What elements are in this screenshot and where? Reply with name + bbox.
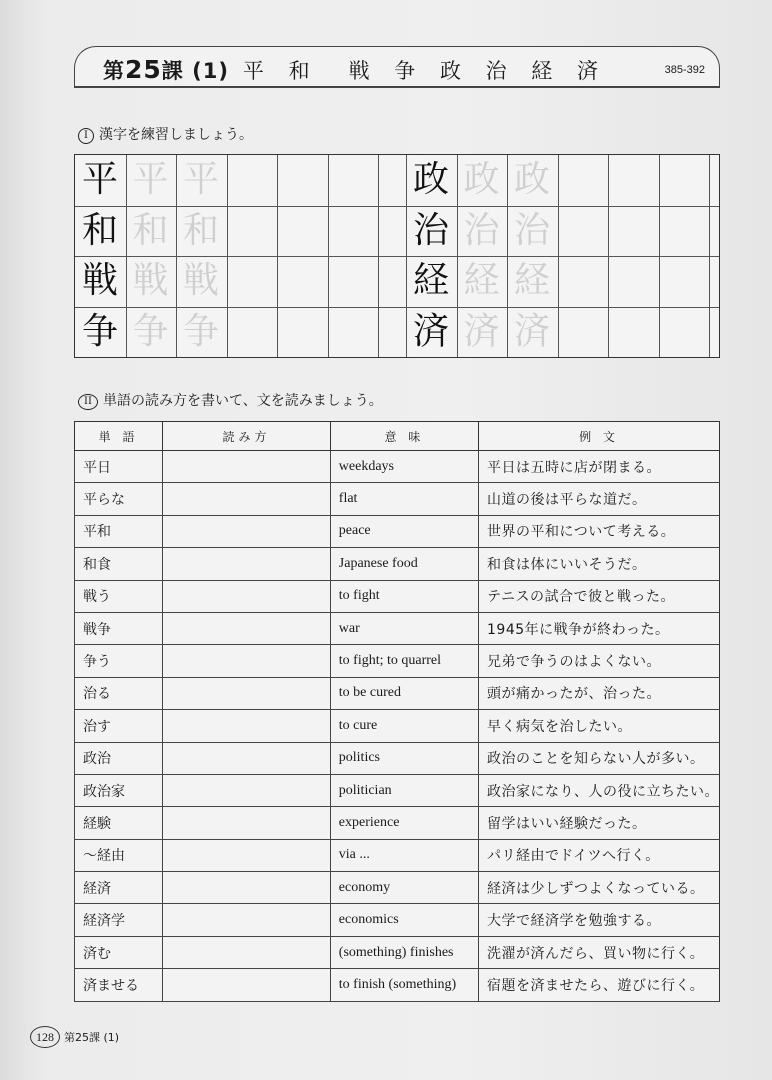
model-kanji-left: 争 — [81, 310, 118, 352]
table-row — [75, 612, 720, 644]
example-sentence: 経済は少しずつよくなっている。 — [479, 872, 720, 904]
trace-kanji-left: 争 — [132, 310, 169, 352]
trace-kanji-right: 治 — [513, 209, 550, 251]
column-header-word: 単 語 — [75, 422, 163, 451]
table-row — [75, 677, 720, 709]
example-sentence: 政治のことを知らない人が多い。 — [479, 742, 720, 774]
section1-numeral: I — [78, 128, 94, 144]
trace-kanji-left: 平 — [132, 159, 169, 200]
trace-kanji-left: 和 — [182, 209, 219, 251]
reading-blank[interactable] — [163, 451, 331, 483]
vocab-meaning: to finish (something) — [330, 969, 478, 1001]
section2-heading — [78, 390, 383, 410]
table-row — [75, 904, 720, 936]
vocab-meaning: peace — [330, 515, 478, 547]
lesson-suffix: 課 (1) — [161, 59, 229, 83]
trace-kanji-right: 済 — [513, 310, 550, 352]
reading-blank[interactable] — [163, 774, 331, 806]
trace-kanji-right: 政 — [463, 159, 500, 200]
example-sentence: 兄弟で争うのはよくない。 — [479, 645, 720, 677]
trace-kanji-right: 経 — [463, 260, 500, 301]
trace-kanji-right: 済 — [463, 310, 500, 352]
model-kanji-left: 和 — [81, 209, 118, 251]
reading-blank[interactable] — [163, 872, 331, 904]
lesson-header-banner — [74, 46, 720, 87]
example-sentence: パリ経由でドイツへ行く。 — [479, 839, 720, 871]
reading-blank[interactable] — [163, 904, 331, 936]
reading-blank[interactable] — [163, 515, 331, 547]
vocab-meaning: to be cured — [330, 677, 478, 709]
table-row — [75, 451, 720, 483]
section1-heading — [78, 124, 253, 144]
trace-kanji-left: 和 — [132, 209, 169, 251]
reading-blank[interactable] — [163, 807, 331, 839]
vocab-word: 経済 — [75, 872, 163, 904]
lesson-number: 25 — [125, 55, 162, 84]
reading-blank[interactable] — [163, 677, 331, 709]
example-sentence: 留学はいい経験だった。 — [479, 807, 720, 839]
section1-heading-text: 漢字を練習しましょう。 — [99, 127, 253, 143]
reading-blank[interactable] — [163, 645, 331, 677]
trace-kanji-right: 経 — [513, 260, 550, 301]
page-footer — [30, 1026, 119, 1048]
example-sentence: 洗濯が済んだら、買い物に行く。 — [479, 936, 720, 968]
vocab-word: 経済学 — [75, 904, 163, 936]
table-row — [75, 872, 720, 904]
model-kanji-right: 経 — [412, 260, 449, 301]
example-sentence: 政治家になり、人の役に立ちたい。 — [479, 774, 720, 806]
reading-blank[interactable] — [163, 483, 331, 515]
column-header-reading: 読み方 — [163, 422, 331, 451]
reading-blank[interactable] — [163, 612, 331, 644]
footer-lesson-label: 第25課 (1) — [64, 1031, 120, 1044]
table-row — [75, 483, 720, 515]
reading-blank[interactable] — [163, 548, 331, 580]
reading-blank[interactable] — [163, 710, 331, 742]
table-row — [75, 548, 720, 580]
vocab-word: ～経由 — [75, 839, 163, 871]
example-sentence: 平日は五時に店が閉まる。 — [479, 451, 720, 483]
vocab-meaning: economy — [330, 872, 478, 904]
lesson-title — [103, 55, 607, 85]
example-sentence: 和食は体にいいそうだ。 — [479, 548, 720, 580]
vocab-meaning: economics — [330, 904, 478, 936]
example-sentence: 山道の後は平らな道だ。 — [479, 483, 720, 515]
table-row — [75, 969, 720, 1001]
model-kanji-left: 戦 — [81, 260, 118, 301]
vocab-meaning: Japanese food — [330, 548, 478, 580]
reading-blank[interactable] — [163, 580, 331, 612]
lesson-kanji-list: 平 和 戦 争 政 治 経 済 — [242, 59, 607, 83]
vocab-meaning: politician — [330, 774, 478, 806]
table-row — [75, 580, 720, 612]
reading-blank[interactable] — [163, 936, 331, 968]
vocab-word: 済ませる — [75, 969, 163, 1001]
table-row — [75, 839, 720, 871]
vocab-meaning: via ... — [330, 839, 478, 871]
vocabulary-table — [74, 421, 720, 1002]
kanji-range: 385-392 — [664, 64, 705, 76]
reading-blank[interactable] — [163, 969, 331, 1001]
vocab-word: 和食 — [75, 548, 163, 580]
vocab-word: 政治 — [75, 742, 163, 774]
example-sentence: 1945年に戦争が終わった。 — [479, 612, 720, 644]
vocab-meaning: weekdays — [330, 451, 478, 483]
vocab-word: 戦う — [75, 580, 163, 612]
vocab-word: 治る — [75, 677, 163, 709]
kanji-practice-grid — [74, 154, 720, 358]
vocab-meaning: to cure — [330, 710, 478, 742]
vocab-meaning: (something) finishes — [330, 936, 478, 968]
column-header-example: 例 文 — [479, 422, 720, 451]
vocab-word: 戦争 — [75, 612, 163, 644]
table-row — [75, 774, 720, 806]
vocab-word: 平日 — [75, 451, 163, 483]
header-underline — [74, 86, 720, 88]
vocab-meaning: war — [330, 612, 478, 644]
table-row — [75, 742, 720, 774]
table-row — [75, 645, 720, 677]
trace-kanji-left: 戦 — [182, 260, 219, 301]
trace-kanji-right: 治 — [463, 209, 500, 251]
section2-heading-text: 単語の読み方を書いて、文を読みましょう。 — [103, 393, 383, 409]
example-sentence: 頭が痛かったが、治った。 — [479, 677, 720, 709]
lesson-prefix: 第 — [103, 59, 125, 83]
vocab-meaning: experience — [330, 807, 478, 839]
example-sentence: 早く病気を治したい。 — [479, 710, 720, 742]
vocab-word: 治す — [75, 710, 163, 742]
vocab-meaning: to fight — [330, 580, 478, 612]
table-row — [75, 807, 720, 839]
model-kanji-right: 済 — [412, 310, 449, 352]
table-row — [75, 710, 720, 742]
model-kanji-right: 政 — [412, 159, 449, 200]
example-sentence: 宿題を済ませたら、遊びに行く。 — [479, 969, 720, 1001]
model-kanji-right: 治 — [412, 209, 449, 251]
reading-blank[interactable] — [163, 839, 331, 871]
vocab-word: 済む — [75, 936, 163, 968]
table-row — [75, 936, 720, 968]
example-sentence: 世界の平和について考える。 — [479, 515, 720, 547]
trace-kanji-left: 平 — [182, 159, 219, 200]
trace-kanji-left: 争 — [182, 310, 219, 352]
page-number: 128 — [30, 1026, 60, 1048]
reading-blank[interactable] — [163, 742, 331, 774]
vocab-meaning: flat — [330, 483, 478, 515]
trace-kanji-right: 政 — [513, 159, 550, 200]
column-header-meaning: 意 味 — [330, 422, 478, 451]
model-kanji-left: 平 — [81, 159, 118, 200]
trace-kanji-left: 戦 — [132, 260, 169, 301]
vocabulary-header-row — [75, 422, 720, 451]
vocab-meaning: politics — [330, 742, 478, 774]
vocab-word: 経験 — [75, 807, 163, 839]
vocab-word: 平らな — [75, 483, 163, 515]
vocab-word: 争う — [75, 645, 163, 677]
example-sentence: 大学で経済学を勉強する。 — [479, 904, 720, 936]
vocab-word: 平和 — [75, 515, 163, 547]
vocab-word: 政治家 — [75, 774, 163, 806]
example-sentence: テニスの試合で彼と戦った。 — [479, 580, 720, 612]
table-row — [75, 515, 720, 547]
section2-numeral: II — [78, 394, 98, 410]
vocab-meaning: to fight; to quarrel — [330, 645, 478, 677]
